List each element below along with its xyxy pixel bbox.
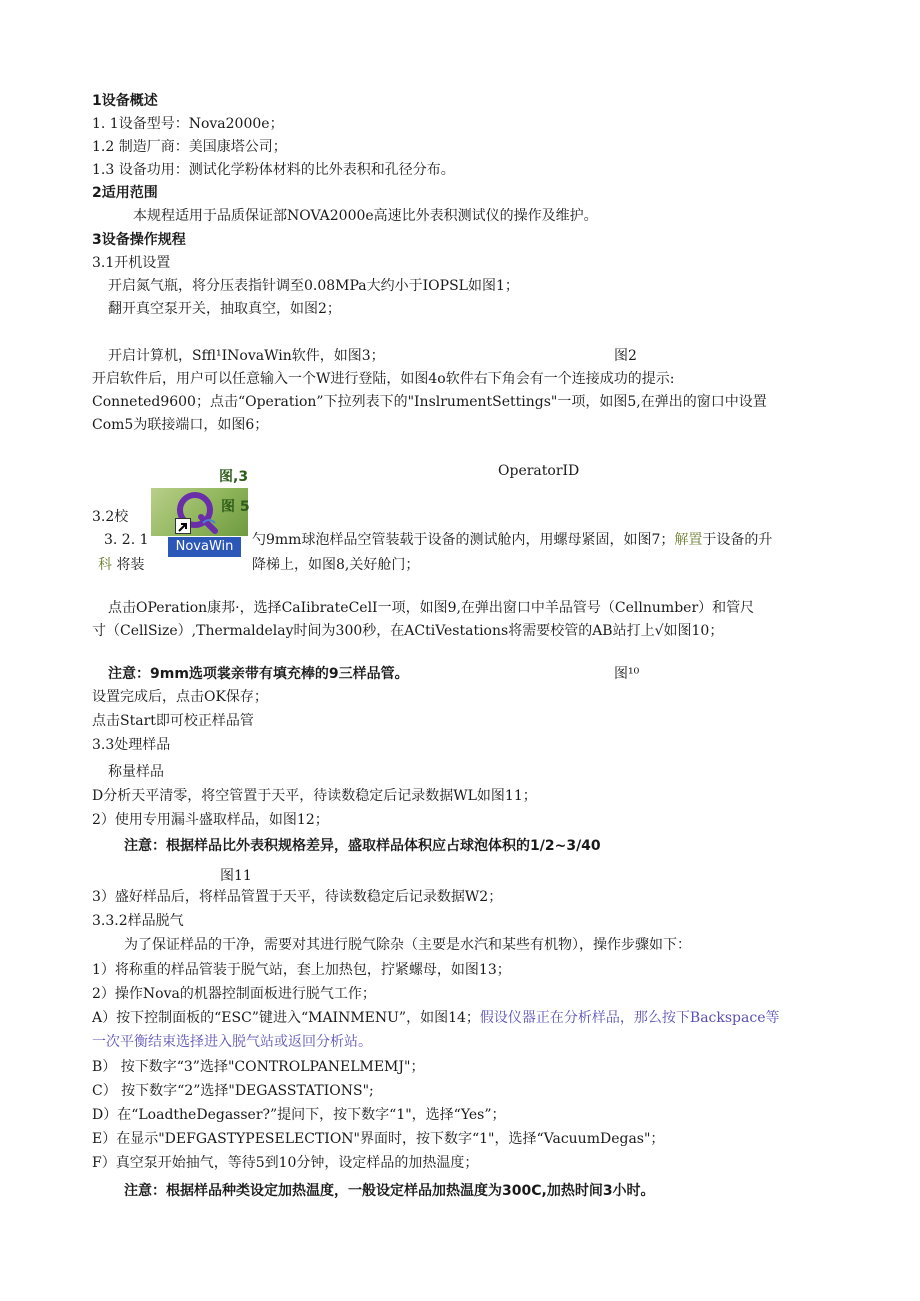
- step-a-text: A）按下控制面板的“ESC”键进入“MAINMENU”，如图14；: [92, 1010, 480, 1026]
- line-step-b: B） 按下数字“3”选择"CONTROLPANELMEMJ"；: [92, 1059, 425, 1075]
- section-1-title: 1设备概述: [92, 93, 158, 109]
- line-cellsize: 寸（CellSize）,Thermaldelay时间为300秒，在ACtiVestations将需要校管的AB站打上√如图10；: [92, 623, 724, 639]
- line-mount: 1）将称重的样品管装于脱气站，套上加热包，拧紧螺母，如图13；: [92, 962, 511, 978]
- line-funnel: 2）使用专用漏斗盛取样品，如图12；: [92, 812, 329, 828]
- novawin-icon-caption[interactable]: NovaWin: [168, 537, 241, 557]
- note-9mm: 注意：9mm选项裳亲带有填充棒的9三样品管。: [108, 666, 409, 682]
- section-3-title: 3设备操作规程: [92, 232, 186, 248]
- line-weigh: 称量样品: [108, 764, 164, 780]
- line-scope: 本规程适用于品质保证部NOVA2000e高速比外表积测试仪的操作及维护。: [133, 208, 598, 224]
- load-cell-cont-highlight: 科: [98, 557, 112, 573]
- line-load-cell-cont-left: [98, 555, 144, 575]
- figure-5-label: 图 5: [221, 499, 250, 515]
- line-manufacturer: 1.2 制造厂商：美国康塔公司；: [92, 139, 287, 155]
- line-load-cell-cont: 降梯上，如图8,关好舱门；: [252, 557, 420, 573]
- line-balance: D分析天平清零，将空管置于天平，待读数稳定后记录数据WL如图11；: [92, 788, 537, 804]
- operator-id-label: OperatorID: [498, 463, 580, 479]
- line-model: 1. 1设备型号：Nova2000e；: [92, 116, 284, 132]
- line-nitrogen: 开启氮气瓶，将分压表指针调至0.08MPa大约小于IOPSL如图1；: [108, 278, 519, 294]
- note-heating: 注意：根据样品种类设定加热温度，一般设定样品加热温度为300C,加热时间3小时。: [124, 1183, 655, 1199]
- line-degas-intro: 为了保证样品的干净，需要对其进行脱气除杂（主要是水汽和某些有机物），操作步骤如下：: [124, 937, 691, 953]
- line-weigh-w2: 3）盛好样品后，将样品管置于天平，待读数稳定后记录数据W2；: [92, 889, 503, 905]
- line-start: 点击Start即可校正样品管: [92, 713, 254, 729]
- line-load-cell: [252, 530, 772, 550]
- line-port: Com5为联接端口，如图6；: [92, 417, 269, 433]
- load-cell-cont-text: 将装: [112, 557, 145, 573]
- load-cell-text-end: 于设备的升: [702, 532, 773, 548]
- step-a-note: 假设仪器正在分析样品，那么按下Backspace等: [479, 1010, 780, 1026]
- line-vacuum: 翻开真空泵开关，抽取真空，如图2；: [108, 301, 341, 317]
- note-volume: 注意：根据样品比外表积规格差异，盛取样品体积应占球泡体积的1/2~3/40: [124, 838, 601, 854]
- line-computer: 开启计算机，Sffl¹INovaWin软件，如图3；: [108, 348, 385, 364]
- section-3-3-2-title: 3.3.2样品脱气: [92, 913, 184, 929]
- line-step-f: F）真空泵开始抽气，等待5到10分钟，设定样品的加热温度；: [92, 1155, 479, 1171]
- line-step-d: D）在“LoadtheDegasser?”提问下，按下数字“1"，选择“Yes”；: [92, 1107, 506, 1123]
- line-step-a-cont: 一次平衡结束选择进入脱气站或返回分析站。: [92, 1034, 372, 1050]
- line-function: 1.3 设备功用：测试化学粉体材料的比外表积和孔径分布。: [92, 162, 455, 178]
- section-2-title: 2适用范围: [92, 185, 158, 201]
- line-step-e: E）在显示"DEFGASTYPESELECTION"界面时，按下数字“1"，选择“VacuumDegas"；: [92, 1131, 665, 1147]
- line-operation: Conneted9600；点击“Operation”下拉列表下的"InslrumentSettings"一项，如图5,在弹出的窗口中设置: [92, 394, 767, 410]
- figure-10-label: 图¹⁰: [614, 666, 640, 682]
- figure-11-label: 图11: [220, 868, 252, 884]
- section-3-2-title: 3.2校: [92, 509, 129, 525]
- line-panel: 2）操作Nova的机器控制面板进行脱气工作；: [92, 986, 376, 1002]
- line-step-a: [92, 1008, 779, 1028]
- load-cell-text: 勺9mm球泡样品空管装载于设备的测试舱内，用螺母紧固，如图7；: [252, 532, 675, 548]
- figure-2-label: 图2: [614, 348, 637, 364]
- line-save: 设置完成后，点击OK保存；: [92, 689, 268, 705]
- line-login: 开启软件后，用户可以任意输入一个W进行登陆，如图4o软件右下角会有一个连接成功的提示:: [92, 371, 675, 387]
- line-calibrate: 点击OPeration康邦·，选择CaIibrateCelI一项，如图9,在弹出窗口中羊品管号（Cellnumber）和管尺: [108, 600, 755, 616]
- line-step-c: C） 按下数字“2”选择"DEGASSTATIONS";: [92, 1083, 374, 1099]
- section-3-2-1-number: 3. 2. 1: [104, 532, 149, 548]
- shortcut-arrow-icon: [175, 518, 191, 534]
- section-3-3-title: 3.3处理样品: [92, 737, 171, 753]
- figure-3-label: 图,3: [219, 469, 249, 485]
- load-cell-highlight: 解置: [674, 532, 703, 548]
- section-3-1-title: 3.1开机设置: [92, 255, 171, 271]
